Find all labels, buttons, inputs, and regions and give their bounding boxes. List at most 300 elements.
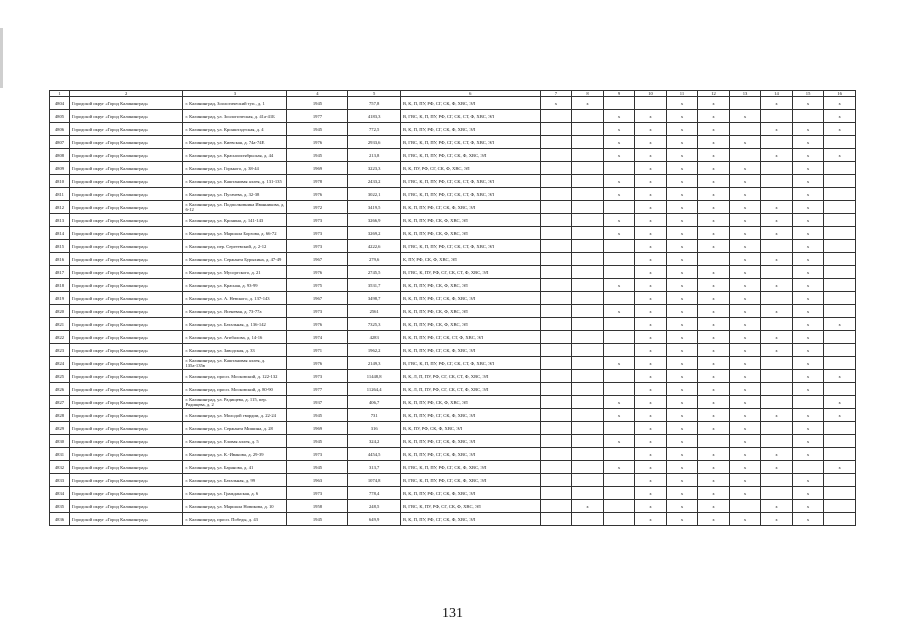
- mark-cell: [572, 448, 604, 461]
- mark-cell: x: [635, 188, 667, 201]
- mark-cell: [729, 123, 761, 136]
- owner-cell: Городской округ «Город Калининград»: [69, 136, 182, 149]
- mark-cell: [824, 227, 856, 240]
- row-number: 4835: [50, 500, 70, 513]
- mark-cell: [540, 344, 572, 357]
- mark-cell: x: [698, 97, 730, 110]
- works-cell: В, К, П, ПУ, РФ, СГ, СК, Ф, ХВС, ЭЛ: [400, 123, 540, 136]
- mark-cell: x: [603, 214, 635, 227]
- mark-cell: [540, 292, 572, 305]
- year-cell: 1945: [287, 97, 348, 110]
- mark-cell: x: [666, 279, 698, 292]
- column-number: 8: [572, 91, 604, 97]
- owner-cell: Городской округ «Город Калининград»: [69, 97, 182, 110]
- row-number: 4829: [50, 422, 70, 435]
- mark-cell: x: [666, 331, 698, 344]
- mark-cell: [572, 266, 604, 279]
- row-number: 4831: [50, 448, 70, 461]
- area-cell: 3223,3: [348, 162, 401, 175]
- mark-cell: [572, 110, 604, 123]
- area-cell: 3531,7: [348, 279, 401, 292]
- mark-cell: [540, 409, 572, 422]
- mark-cell: x: [635, 370, 667, 383]
- mark-cell: x: [729, 370, 761, 383]
- owner-cell: Городской округ «Город Калининград»: [69, 214, 182, 227]
- mark-cell: x: [635, 227, 667, 240]
- mark-cell: x: [729, 279, 761, 292]
- mark-cell: x: [635, 214, 667, 227]
- address-cell: г. Калининград, ул. Молодой гвардии, д. 22-24: [183, 409, 287, 422]
- mark-cell: [824, 487, 856, 500]
- mark-cell: x: [761, 253, 793, 266]
- mark-cell: [761, 396, 793, 409]
- year-cell: 1976: [287, 188, 348, 201]
- works-cell: В, К, П, ПУ, РФ, СГ, СК, Ф, ХВС, ЭЛ: [400, 435, 540, 448]
- column-number: 12: [698, 91, 730, 97]
- mark-cell: [603, 448, 635, 461]
- mark-cell: [540, 227, 572, 240]
- mark-cell: [572, 409, 604, 422]
- mark-cell: [540, 201, 572, 214]
- owner-cell: Городской округ «Город Калининград»: [69, 409, 182, 422]
- mark-cell: x: [635, 305, 667, 318]
- column-number: 5: [348, 91, 401, 97]
- mark-cell: x: [792, 123, 824, 136]
- mark-cell: x: [635, 292, 667, 305]
- works-cell: В, К, П, ПУ, РФ, СК, Ф, ХВС, ЭЛ: [400, 279, 540, 292]
- year-cell: 1967: [287, 253, 348, 266]
- address-cell: г. Калининград, ул. Ясеневая, д. 73-77а: [183, 305, 287, 318]
- address-cell: г. Калининград, ул. Заводская, д. 33: [183, 344, 287, 357]
- mark-cell: [824, 292, 856, 305]
- mark-cell: x: [824, 396, 856, 409]
- row-number: 4816: [50, 253, 70, 266]
- row-number: 4822: [50, 331, 70, 344]
- mark-cell: x: [792, 175, 824, 188]
- mark-cell: x: [824, 97, 856, 110]
- works-cell: В, ГВС, К, ПУ, РФ, СГ, СК, СТ, Ф, ХВС, ЭЛ: [400, 266, 540, 279]
- works-cell: В, ГВС, К, П, ПУ, РФ, СГ, СК, СТ, Ф, ХВС, ЭЛ: [400, 110, 540, 123]
- mark-cell: x: [698, 279, 730, 292]
- mark-cell: x: [792, 227, 824, 240]
- register-table: [49, 90, 856, 526]
- mark-cell: x: [635, 487, 667, 500]
- mark-cell: x: [729, 448, 761, 461]
- mark-cell: x: [761, 149, 793, 162]
- row-number: 4827: [50, 396, 70, 409]
- year-cell: 1973: [287, 448, 348, 461]
- mark-cell: x: [824, 149, 856, 162]
- address-cell: г. Калининград, ул. Еловая аллея, д. 5: [183, 435, 287, 448]
- owner-cell: Городской округ «Город Калининград»: [69, 162, 182, 175]
- mark-cell: x: [761, 97, 793, 110]
- mark-cell: [824, 279, 856, 292]
- mark-cell: [792, 396, 824, 409]
- mark-cell: x: [792, 487, 824, 500]
- mark-cell: x: [792, 240, 824, 253]
- mark-cell: x: [792, 513, 824, 526]
- area-cell: 649,9: [348, 513, 401, 526]
- works-cell: В, К, ПУ, РФ, СК, Ф, ХВС, ЭЛ: [400, 422, 540, 435]
- mark-cell: x: [603, 409, 635, 422]
- mark-cell: [540, 266, 572, 279]
- year-cell: 1945: [287, 435, 348, 448]
- mark-cell: x: [603, 396, 635, 409]
- mark-cell: x: [603, 461, 635, 474]
- area-cell: 7325,3: [348, 318, 401, 331]
- table-row: [50, 266, 856, 279]
- mark-cell: x: [792, 318, 824, 331]
- mark-cell: x: [635, 357, 667, 370]
- mark-cell: x: [792, 370, 824, 383]
- mark-cell: [540, 305, 572, 318]
- mark-cell: [761, 435, 793, 448]
- works-cell: В, ГВС, К, П, ПУ, РФ, СГ, СК, СТ, Ф, ХВС, ЭЛ: [400, 188, 540, 201]
- mark-cell: x: [761, 448, 793, 461]
- mark-cell: x: [666, 214, 698, 227]
- owner-cell: Городской округ «Город Калининград»: [69, 344, 182, 357]
- mark-cell: x: [761, 201, 793, 214]
- address-cell: г. Калининград, ул. Баранова, д. 41: [183, 461, 287, 474]
- address-cell: г. Калининград, ул. А. Невского, д. 137-143: [183, 292, 287, 305]
- mark-cell: [572, 435, 604, 448]
- address-cell: г. Калининград, ул. Сержанта Бурыхина, д. 47-49: [183, 253, 287, 266]
- address-cell: г. Калининград, ул. Батальная, д. 99: [183, 474, 287, 487]
- row-number: 4811: [50, 188, 70, 201]
- mark-cell: [698, 253, 730, 266]
- works-cell: В, К, П, ПУ, РФ, СК, Ф, ХВС, ЭЛ: [400, 227, 540, 240]
- year-cell: 1973: [287, 305, 348, 318]
- mark-cell: [603, 240, 635, 253]
- works-cell: В, К, ПУ, РФ, СГ, СК, Ф, ХВС, ЭЛ: [400, 162, 540, 175]
- owner-cell: Городской округ «Город Калининград»: [69, 318, 182, 331]
- mark-cell: x: [698, 188, 730, 201]
- mark-cell: x: [698, 149, 730, 162]
- table-row: [50, 279, 856, 292]
- page-edge-mark: [0, 28, 3, 88]
- mark-cell: x: [603, 357, 635, 370]
- table-row: [50, 474, 856, 487]
- mark-cell: [540, 370, 572, 383]
- mark-cell: [761, 487, 793, 500]
- mark-cell: [698, 435, 730, 448]
- mark-cell: [540, 279, 572, 292]
- mark-cell: x: [666, 513, 698, 526]
- table-row: [50, 214, 856, 227]
- mark-cell: x: [729, 487, 761, 500]
- mark-cell: [761, 240, 793, 253]
- mark-cell: [572, 383, 604, 396]
- mark-cell: x: [729, 214, 761, 227]
- works-cell: В, ГВС, К, П, ПУ, РФ, СГ, СК, Ф, ХВС, ЭЛ: [400, 461, 540, 474]
- mark-cell: x: [540, 97, 572, 110]
- area-cell: 3022,1: [348, 188, 401, 201]
- owner-cell: Городской округ «Город Калининград»: [69, 240, 182, 253]
- mark-cell: x: [761, 279, 793, 292]
- year-cell: 1969: [287, 422, 348, 435]
- mark-cell: [540, 240, 572, 253]
- mark-cell: [572, 214, 604, 227]
- mark-cell: x: [635, 318, 667, 331]
- mark-cell: [572, 279, 604, 292]
- mark-cell: [540, 422, 572, 435]
- mark-cell: x: [824, 370, 856, 383]
- year-cell: 1977: [287, 383, 348, 396]
- mark-cell: x: [729, 422, 761, 435]
- mark-cell: x: [824, 461, 856, 474]
- mark-cell: x: [792, 214, 824, 227]
- mark-cell: [824, 253, 856, 266]
- mark-cell: x: [603, 175, 635, 188]
- mark-cell: [824, 435, 856, 448]
- mark-cell: [729, 149, 761, 162]
- table-row: [50, 97, 856, 110]
- mark-cell: x: [729, 435, 761, 448]
- year-cell: 1978: [287, 175, 348, 188]
- area-cell: 731: [348, 409, 401, 422]
- mark-cell: [824, 344, 856, 357]
- mark-cell: x: [635, 136, 667, 149]
- mark-cell: [824, 201, 856, 214]
- row-number: 4817: [50, 266, 70, 279]
- area-cell: 406,7: [348, 396, 401, 409]
- address-cell: г. Калининград, ул. Красная, д. 93-99: [183, 279, 287, 292]
- mark-cell: x: [698, 266, 730, 279]
- row-number: 4815: [50, 240, 70, 253]
- address-cell: г. Калининград, ул. Кронина, д. 141-143: [183, 214, 287, 227]
- year-cell: 1975: [287, 279, 348, 292]
- mark-cell: x: [603, 305, 635, 318]
- mark-cell: [540, 188, 572, 201]
- area-cell: 2149,3: [348, 357, 401, 370]
- mark-cell: x: [666, 448, 698, 461]
- owner-cell: Городской округ «Город Калининград»: [69, 396, 182, 409]
- mark-cell: [572, 227, 604, 240]
- mark-cell: x: [666, 318, 698, 331]
- mark-cell: [824, 266, 856, 279]
- mark-cell: x: [792, 448, 824, 461]
- table-row: [50, 305, 856, 318]
- mark-cell: x: [635, 448, 667, 461]
- mark-cell: x: [698, 201, 730, 214]
- mark-cell: x: [792, 422, 824, 435]
- row-number: 4818: [50, 279, 70, 292]
- mark-cell: x: [792, 331, 824, 344]
- mark-cell: [540, 253, 572, 266]
- area-cell: 2745,5: [348, 266, 401, 279]
- area-cell: 279,6: [348, 253, 401, 266]
- area-cell: 1962,2: [348, 344, 401, 357]
- table-row: [50, 487, 856, 500]
- mark-cell: x: [635, 162, 667, 175]
- mark-cell: [572, 188, 604, 201]
- table-row: [50, 175, 856, 188]
- mark-cell: x: [729, 474, 761, 487]
- row-number: 4813: [50, 214, 70, 227]
- works-cell: В, К, П, ПУ, РФ, СГ, СК, СТ, Ф, ХВС, ЭЛ: [400, 331, 540, 344]
- works-cell: В, ГВС, К, ПУ, РФ, СГ, СК, Ф, ХВС, ЭЛ: [400, 500, 540, 513]
- table-row: [50, 253, 856, 266]
- address-cell: г. Калининград, ул. Краснооктябрьская, д. 44: [183, 149, 287, 162]
- works-cell: В, ГВС, К, П, ПУ, РФ, СГ, СК, СТ, Ф, ХВС, ЭЛ: [400, 240, 540, 253]
- address-cell: г. Калининград, ул. Горького, д. 38-44: [183, 162, 287, 175]
- mark-cell: x: [792, 409, 824, 422]
- column-number: 6: [400, 91, 540, 97]
- mark-cell: x: [824, 318, 856, 331]
- mark-cell: x: [666, 500, 698, 513]
- mark-cell: [603, 513, 635, 526]
- mark-cell: [603, 487, 635, 500]
- mark-cell: x: [603, 149, 635, 162]
- mark-cell: x: [666, 175, 698, 188]
- table-row: [50, 201, 856, 214]
- mark-cell: [540, 123, 572, 136]
- mark-cell: x: [729, 331, 761, 344]
- area-cell: 778,4: [348, 487, 401, 500]
- row-number: 4804: [50, 97, 70, 110]
- column-number: 2: [69, 91, 182, 97]
- mark-cell: x: [792, 188, 824, 201]
- mark-cell: x: [635, 110, 667, 123]
- table-row: [50, 292, 856, 305]
- mark-cell: x: [666, 266, 698, 279]
- owner-cell: Городской округ «Город Калининград»: [69, 487, 182, 500]
- mark-cell: [761, 162, 793, 175]
- table-row: [50, 357, 856, 370]
- year-cell: 1972: [287, 201, 348, 214]
- mark-cell: x: [729, 253, 761, 266]
- mark-cell: x: [603, 279, 635, 292]
- mark-cell: [761, 357, 793, 370]
- mark-cell: [603, 318, 635, 331]
- year-cell: 1945: [287, 461, 348, 474]
- mark-cell: x: [666, 149, 698, 162]
- mark-cell: [761, 136, 793, 149]
- mark-cell: x: [761, 227, 793, 240]
- owner-cell: Городской округ «Город Калининград»: [69, 331, 182, 344]
- mark-cell: [572, 461, 604, 474]
- mark-cell: x: [666, 370, 698, 383]
- works-cell: В, К, П, ПУ, РФ, СГ, СК, Ф, ХВС, ЭЛ: [400, 487, 540, 500]
- mark-cell: x: [792, 253, 824, 266]
- address-cell: г. Калининград, ул. Киевская, д. 74а-74Е: [183, 136, 287, 149]
- mark-cell: x: [729, 513, 761, 526]
- area-cell: 316: [348, 422, 401, 435]
- mark-cell: [792, 461, 824, 474]
- address-cell: г. Калининград, пер. Сергеевский, д. 2-12: [183, 240, 287, 253]
- table-row: [50, 188, 856, 201]
- mark-cell: x: [698, 136, 730, 149]
- mark-cell: [824, 357, 856, 370]
- owner-cell: Городской округ «Город Калининград»: [69, 370, 182, 383]
- address-cell: г. Калининград, ул. Сержанта Мишина, д. 28: [183, 422, 287, 435]
- column-number: 14: [761, 91, 793, 97]
- table-row: [50, 123, 856, 136]
- area-cell: 2433,2: [348, 175, 401, 188]
- mark-cell: x: [635, 123, 667, 136]
- mark-cell: [761, 422, 793, 435]
- owner-cell: Городской округ «Город Калининград»: [69, 383, 182, 396]
- address-cell: г. Калининград, ул. Маршала Новикова, д. 10: [183, 500, 287, 513]
- mark-cell: [540, 474, 572, 487]
- mark-cell: x: [698, 175, 730, 188]
- mark-cell: x: [698, 513, 730, 526]
- mark-cell: [540, 136, 572, 149]
- address-cell: г. Калининград, ул. Батальная, д. 136-142: [183, 318, 287, 331]
- owner-cell: Городской округ «Город Калининград»: [69, 279, 182, 292]
- mark-cell: x: [698, 357, 730, 370]
- works-cell: В, ГВС, К, П, ПУ, РФ, СГ, СК, СТ, Ф, ХВС, ЭЛ: [400, 357, 540, 370]
- mark-cell: [603, 266, 635, 279]
- mark-cell: [540, 461, 572, 474]
- table-row: [50, 448, 856, 461]
- mark-cell: [603, 344, 635, 357]
- owner-cell: Городской округ «Город Калининград»: [69, 357, 182, 370]
- address-cell: г. Калининград, ул. Каштановая аллея, д. 131-135: [183, 175, 287, 188]
- mark-cell: x: [666, 474, 698, 487]
- address-cell: г. Калининград, просп. Московский, д. 80-90: [183, 383, 287, 396]
- table-row: [50, 383, 856, 396]
- mark-cell: x: [666, 136, 698, 149]
- mark-cell: [824, 500, 856, 513]
- mark-cell: x: [729, 383, 761, 396]
- mark-cell: x: [635, 266, 667, 279]
- works-cell: К, ПУ, РФ, СК, Ф, ХВС, ЭЛ: [400, 253, 540, 266]
- owner-cell: Городской округ «Город Калининград»: [69, 500, 182, 513]
- mark-cell: [540, 448, 572, 461]
- mark-cell: x: [729, 201, 761, 214]
- row-number: 4832: [50, 461, 70, 474]
- mark-cell: [572, 149, 604, 162]
- year-cell: 1976: [287, 357, 348, 370]
- works-cell: В, К, Л, П, ПУ, РФ, СГ, СК, СТ, Ф, ХВС, ЭЛ: [400, 383, 540, 396]
- mark-cell: x: [603, 227, 635, 240]
- mark-cell: [761, 370, 793, 383]
- mark-cell: x: [603, 136, 635, 149]
- area-cell: 2933,6: [348, 136, 401, 149]
- mark-cell: x: [792, 357, 824, 370]
- table-row: [50, 149, 856, 162]
- mark-cell: x: [729, 136, 761, 149]
- mark-cell: x: [666, 227, 698, 240]
- column-number: 11: [666, 91, 698, 97]
- year-cell: 1976: [287, 318, 348, 331]
- area-cell: 324,2: [348, 435, 401, 448]
- area-cell: 4183,3: [348, 110, 401, 123]
- year-cell: 1945: [287, 409, 348, 422]
- table-row: [50, 461, 856, 474]
- mark-cell: x: [666, 162, 698, 175]
- row-number: 4833: [50, 474, 70, 487]
- address-cell: г. Калининград, ул. Гражданская, д. 6: [183, 487, 287, 500]
- mark-cell: [540, 383, 572, 396]
- mark-cell: [572, 175, 604, 188]
- address-cell: г. Калининград, ул. Агибалова, д. 14-16: [183, 331, 287, 344]
- mark-cell: [540, 513, 572, 526]
- mark-cell: x: [729, 175, 761, 188]
- mark-cell: x: [666, 409, 698, 422]
- mark-cell: x: [666, 201, 698, 214]
- mark-cell: x: [698, 487, 730, 500]
- row-number: 4824: [50, 357, 70, 370]
- table-row: [50, 422, 856, 435]
- mark-cell: x: [635, 435, 667, 448]
- mark-cell: x: [729, 344, 761, 357]
- mark-cell: x: [603, 110, 635, 123]
- works-cell: В, К, Л, П, ПУ, РФ, СГ, СК, СТ, Ф, ХВС, ЭЛ: [400, 370, 540, 383]
- mark-cell: [824, 422, 856, 435]
- owner-cell: Городской округ «Город Калининград»: [69, 422, 182, 435]
